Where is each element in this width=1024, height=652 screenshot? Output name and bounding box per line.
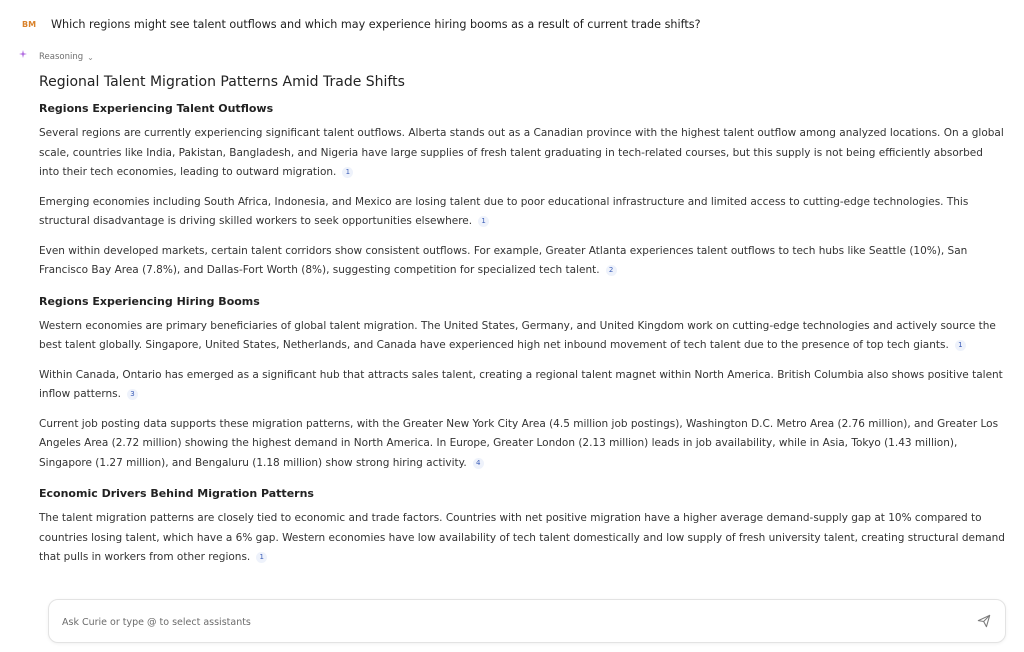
sparkle-icon [19,50,27,58]
citation-badge[interactable]: 1 [342,167,353,178]
citation-badge[interactable]: 3 [127,389,138,400]
paragraph-text: Even within developed markets, certain talent corridors show consistent outflows. For example, Greater Atlanta experiences talent outflows to tech hubs like Seattle (10%), San Francisco Bay Area (7.8%), and Dallas-Fort Worth (8%), suggesting competition for specialized tech talent. [39,244,968,276]
paragraph [39,124,1005,183]
section-heading: Economic Drivers Behind Migration Patterns [39,487,314,500]
citation-badge[interactable]: 4 [473,458,484,469]
paragraph [39,193,1005,232]
section-heading: Regions Experiencing Talent Outflows [39,102,274,115]
chat-input[interactable] [60,612,944,632]
reasoning-toggle[interactable] [39,52,94,62]
paragraph [39,242,1005,281]
user-question: Which regions might see talent outflows and which may experience hiring booms as a result of current trade shifts? [51,17,701,31]
reasoning-label: Reasoning [39,52,84,62]
paragraph-text: Emerging economies including South Africa, Indonesia, and Mexico are losing talent due to poor educational infrastructure and limited access to cutting-edge technologies. This structural disadvantage is driving skilled workers to seek opportunities elsewhere. [39,195,969,227]
citation-badge[interactable]: 1 [955,340,966,351]
paragraph-text: Several regions are currently experiencing significant talent outflows. Alberta stands out as a Canadian province with the highest talent outflow among analyzed locations. On a global scale, countries like India, Pakistan, Bangladesh, and Nigeria have large supplies of fresh talent graduating in tech-related courses, but this supply is not being efficiently absorbed into their tech economies, leading to outward migration. [39,127,1004,178]
paragraph [39,366,1005,405]
paragraph [39,317,1005,356]
paragraph [39,415,1005,474]
citation-badge[interactable]: 2 [606,265,617,276]
chat-composer [48,599,1006,643]
paragraph-text: Current job posting data supports these migration patterns, with the Greater New York City Area (4.5 million job postings), Washington D.C. Metro Area (2.76 million), and Greater Los Angeles Area (2.72 million) showing the highest demand in North America. In Europe, Greater London (2.13 million) leads in job availability, while in Asia, Tokyo (1.43 million), Singapore (1.27 million), and Bengaluru (1.18 million) show strong hiring activity. [39,417,999,469]
paragraph-text: The talent migration patterns are closely tied to economic and trade factors. Countries with net positive migration have a higher average demand-supply gap at 10% compared to countries losing talent, which have a 6% gap. Western economies have low availability of tech talent domestically and low supply of fresh university talent, creating structural demand that pulls in workers from other regions. [39,512,1005,563]
paragraph-text: Within Canada, Ontario has emerged as a significant hub that attracts sales talent, creating a regional talent magnet within North America. British Columbia also shows positive talent inflow patterns. [39,368,1003,400]
user-message [22,12,701,36]
citation-badge[interactable]: 1 [256,552,267,563]
send-icon[interactable] [977,614,991,628]
section-heading: Regions Experiencing Hiring Booms [39,294,260,308]
paragraph-text: Western economies are primary beneficiaries of global talent migration. The United States, Germany, and United Kingdom work on cutting-edge technologies and actively source the best talent globally. Singapore, United States, Netherlands, and Canada have experienced high net inbound movement of tech talent due to the presence of top tech giants. [39,319,996,351]
assistant-answer [39,70,1005,568]
avatar: BM [21,19,37,29]
citation-badge[interactable]: 1 [478,216,489,227]
answer-title: Regional Talent Migration Patterns Amid Trade Shifts [39,74,405,90]
chevron-down-icon: ⌄ [87,52,94,62]
paragraph [39,509,1005,568]
